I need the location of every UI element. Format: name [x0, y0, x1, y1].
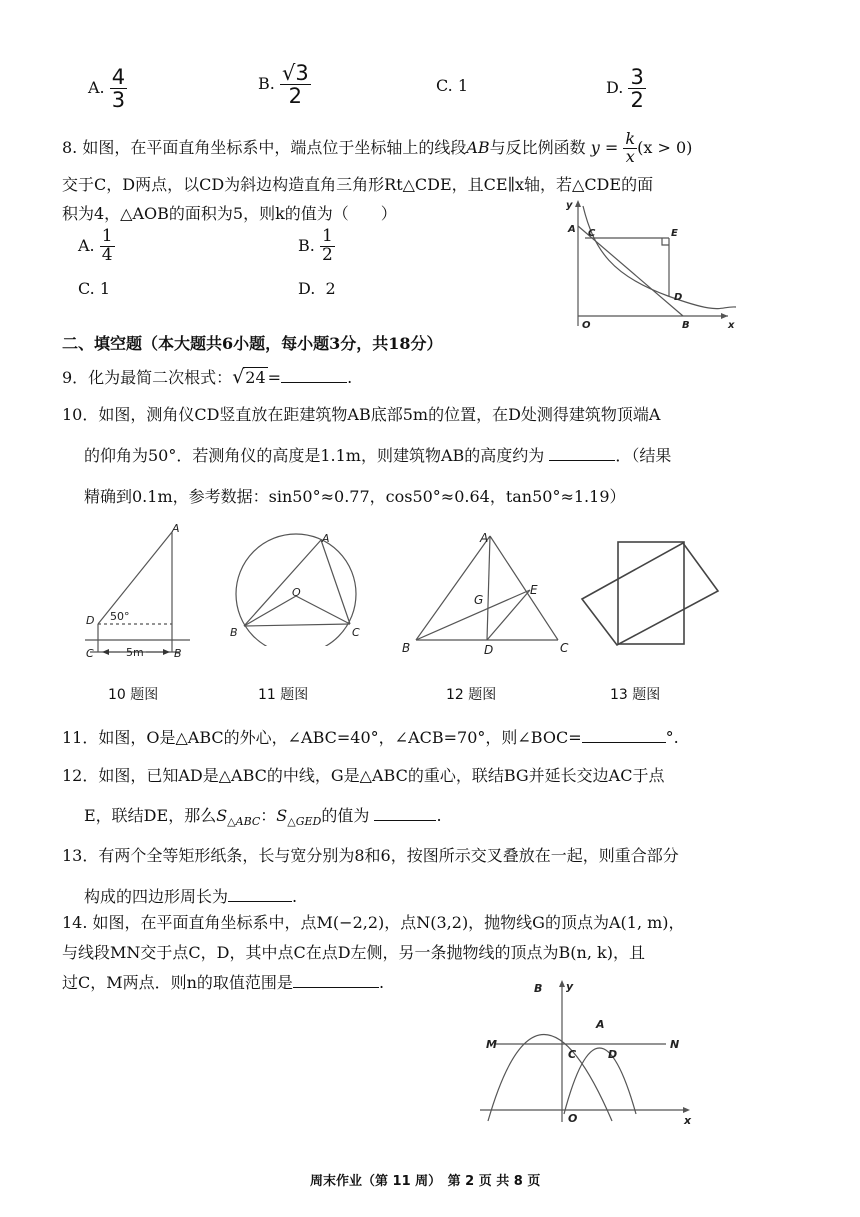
q11-answer-blank[interactable] [582, 742, 666, 743]
q7-b-fraction: $\frac{√3}{2}$ [281, 61, 309, 109]
q7-option-d: D. $\frac{3}{2}$ [606, 65, 644, 113]
q8-fig-y: y [566, 200, 573, 211]
q7-a-fraction: $\frac{4}{3}$ [111, 65, 126, 113]
fig10-angle: 50° [110, 610, 130, 623]
q8-option-d: D. 2 [298, 279, 336, 298]
q8-option-c: C. 1 [78, 279, 111, 298]
q7-option-b: B. $\frac{√3}{2}$ [258, 61, 309, 109]
q8-line3: 积为4，△AOB的面积为5，则k的值为（ ） [62, 204, 397, 223]
q11: 11．如图，O是△ABC的外心，∠ABC=40°，∠ACB=70°，则∠BOC= °. [62, 728, 679, 747]
q14-fig-o: O [568, 1112, 578, 1125]
q14-fig-m: M [486, 1038, 497, 1051]
fig12-caption: 12 题图 [446, 687, 497, 703]
q13-line2: 构成的四边形周长为 . [84, 887, 298, 906]
fig12 [396, 528, 582, 658]
fig11-caption: 11 题图 [258, 687, 309, 703]
fig10 [80, 520, 195, 665]
fig10-a: A [172, 522, 180, 535]
fig11-o: O [292, 586, 301, 599]
fig10-caption: 10 题图 [108, 687, 159, 703]
q7-option-a: A. $\frac{4}{3}$ [88, 65, 126, 113]
q12-line1: 12．如图，已知AD是△ABC的中线，G是△ABC的重心，联结BG并延长交边AC于点 [62, 766, 665, 785]
q8-line2: 交于C，D两点，以CD为斜边构造直角三角形Rt△CDE，且CE∥x轴，若△CDE的面 [62, 175, 654, 194]
q14-fig-c: C [568, 1048, 577, 1061]
fig10-b: B [174, 647, 182, 660]
fig13-caption: 13 题图 [610, 687, 661, 703]
q14-figure [476, 976, 698, 1128]
q12-answer-blank[interactable] [374, 820, 436, 821]
q8-fig-a: A [568, 224, 576, 235]
fig11-a: A [322, 532, 330, 545]
q10-line1: 10．如图，测角仪CD竖直放在距建筑物AB底部5m的位置，在D处测得建筑物顶端A [62, 405, 661, 424]
q14-line1: 14. 如图，在平面直角坐标系中，点M(−2,2)，点N(3,2)，抛物线G的顶点为A(1, m)， [62, 913, 685, 932]
q8-fig-b: B [682, 320, 690, 331]
q14-answer-blank[interactable] [293, 987, 379, 988]
fig10-c: C [86, 647, 94, 660]
page-footer: 周末作业（第 11 周） 第 2 页 共 8 页 [310, 1174, 541, 1189]
fig11 [226, 526, 376, 646]
q14-line3: 过C，M两点．则n的取值范围是 . [62, 973, 385, 992]
q10-line2: 的仰角为50°．若测角仪的高度是1.1m，则建筑物AB的高度约为 ．（结果 [84, 446, 672, 465]
q9-answer-blank[interactable] [281, 382, 347, 383]
q7-d-fraction: $\frac{3}{2}$ [630, 65, 644, 113]
q14-fig-y: y [566, 980, 574, 993]
section2-title: 二、填空题（本大题共6小题，每小题3分，共18分） [62, 334, 443, 353]
q14-fig-a: A [596, 1018, 605, 1031]
fig11-c: C [352, 626, 360, 639]
q13-line1: 13．有两个全等矩形纸条，长与宽分别为8和6，按图所示交叉叠放在一起，则重合部分 [62, 846, 679, 865]
q10-answer-blank[interactable] [549, 460, 615, 461]
fig12-d: D [484, 643, 494, 657]
q8-figure [558, 196, 748, 336]
q9: 9．化为最简二次根式：√24 = . [62, 366, 353, 388]
fig12-c: C [560, 641, 569, 655]
q8-fig-e: E [671, 228, 678, 239]
q14-fig-n: N [670, 1038, 680, 1051]
q8-fig-o: O [582, 320, 591, 331]
fig10-dist: 5m [126, 646, 144, 659]
q8-func-fraction: $\frac{k}{x}$ [625, 129, 636, 166]
q8-option-b: B. $\frac{1}{2}$ [298, 226, 333, 265]
q14-fig-b: B [534, 982, 543, 995]
q8-line1: 8. 如图，在平面直角坐标系中，端点位于坐标轴上的线段AB与反比例函数 y = $\frac{k}{x}$ (x > 0) [62, 129, 693, 166]
q13-answer-blank[interactable] [228, 901, 292, 902]
q7-option-c: C. 1 [436, 76, 469, 95]
q14-line2: 与线段MN交于点C，D，其中点C在点D左侧，另一条抛物线的顶点为B(n, k)，且 [62, 943, 645, 962]
fig12-g: G [474, 593, 484, 607]
fig12-a: A [480, 531, 489, 545]
q8-fig-x: x [728, 320, 735, 331]
fig12-e: E [530, 583, 538, 597]
q10-line3: 精确到0.1m，参考数据：sin50°≈0.77，cos50°≈0.64，tan50°≈1.19） [84, 487, 626, 506]
q8-fig-c: C [588, 228, 596, 239]
q8-option-a: A. $\frac{1}{4}$ [78, 226, 113, 265]
fig13 [578, 532, 728, 652]
fig11-b: B [230, 626, 238, 639]
q14-fig-x: x [684, 1114, 692, 1127]
q8-fig-d: D [674, 292, 683, 303]
fig12-b: B [402, 641, 411, 655]
q12-line2: E，联结DE，那么$S_{\triangle ABC}$：$S_{\triangle GED}$的值为 . [84, 806, 442, 829]
q14-fig-d: D [608, 1048, 618, 1061]
fig10-d: D [86, 614, 95, 627]
